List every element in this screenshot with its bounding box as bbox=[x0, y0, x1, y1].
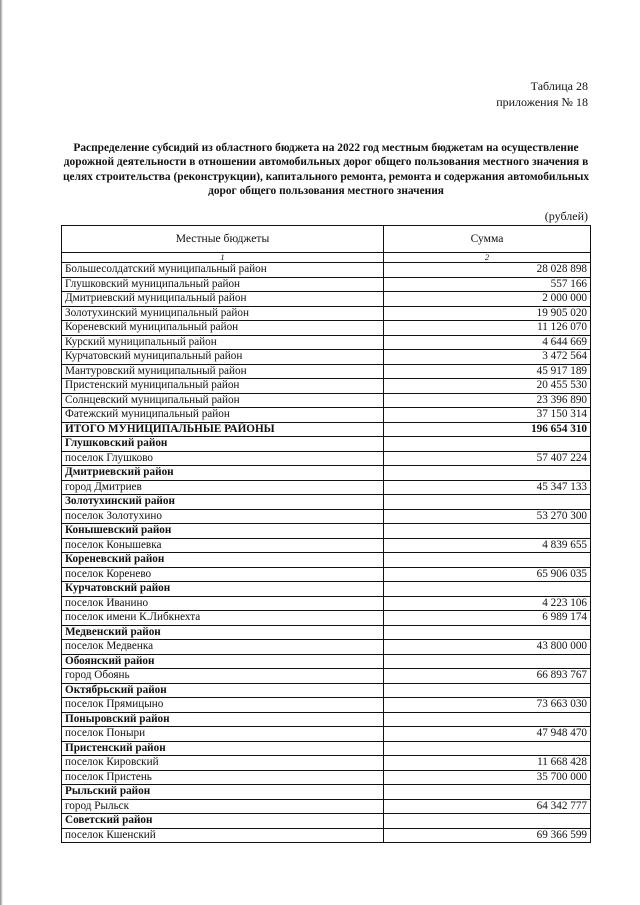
budget-name-cell: поселок Поныри bbox=[62, 727, 384, 742]
budget-sum-cell: 73 663 030 bbox=[384, 698, 591, 713]
budget-sum-cell: 11 668 428 bbox=[384, 756, 591, 771]
district-heading-row bbox=[62, 814, 591, 829]
district-heading-row bbox=[62, 524, 591, 539]
budget-name-cell: Глушковский муниципальный район bbox=[62, 277, 384, 292]
table-row bbox=[62, 611, 591, 626]
budget-name-cell: поселок Иванино bbox=[62, 596, 384, 611]
table-row bbox=[62, 350, 591, 365]
budget-sum-cell: 47 948 470 bbox=[384, 727, 591, 742]
budget-name-cell: Солнцевский муниципальный район bbox=[62, 393, 384, 408]
units-label: (рублей) bbox=[544, 209, 588, 223]
budget-sum-cell: 45 347 133 bbox=[384, 480, 591, 495]
budget-name-cell: город Рыльск bbox=[62, 799, 384, 814]
district-heading-row bbox=[62, 683, 591, 698]
column-index-row bbox=[62, 253, 591, 263]
budget-sum-cell: 23 396 890 bbox=[384, 393, 591, 408]
budget-sum-cell: 43 800 000 bbox=[384, 640, 591, 655]
column-index-1: 1 bbox=[62, 253, 384, 263]
table-row bbox=[62, 538, 591, 553]
district-heading-row bbox=[62, 625, 591, 640]
district-heading-row bbox=[62, 785, 591, 800]
budget-name-cell: Пристенский муниципальный район bbox=[62, 379, 384, 394]
budget-sum-cell: 37 150 314 bbox=[384, 408, 591, 423]
budget-sum-cell: 69 366 599 bbox=[384, 828, 591, 843]
budget-name-cell: Конышевский район bbox=[62, 524, 384, 539]
budget-name-cell: город Обоянь bbox=[62, 669, 384, 684]
budget-sum-cell bbox=[384, 625, 591, 640]
table-row bbox=[62, 277, 591, 292]
budget-sum-cell: 4 223 106 bbox=[384, 596, 591, 611]
document-title: Распределение субсидий из областного бюджета на 2022 год местным бюджетам на осуществление дорожной деятельности в отношении автомобильных дорог общего пользования местного значения в целях строительства (реконструкции), капитального ремонта, ремонта и содержания автомобильных дорог общего пользования местного значения bbox=[62, 142, 590, 198]
budget-sum-cell bbox=[384, 654, 591, 669]
budget-sum-cell: 19 905 020 bbox=[384, 306, 591, 321]
budget-name-cell: Глушковский район bbox=[62, 437, 384, 452]
table-row bbox=[62, 480, 591, 495]
budget-name-cell: Октябрьский район bbox=[62, 683, 384, 698]
district-heading-row bbox=[62, 741, 591, 756]
table-row bbox=[62, 596, 591, 611]
caption-table-number: Таблица 28 bbox=[530, 79, 588, 93]
district-heading-row bbox=[62, 466, 591, 481]
budget-sum-cell bbox=[384, 466, 591, 481]
budget-sum-cell: 45 917 189 bbox=[384, 364, 591, 379]
budget-name-cell: Кореневский район bbox=[62, 553, 384, 568]
table-row bbox=[62, 756, 591, 771]
budget-name-cell: поселок Прямицыно bbox=[62, 698, 384, 713]
column-index-2: 2 bbox=[384, 253, 591, 263]
budget-sum-cell bbox=[384, 785, 591, 800]
table-row bbox=[62, 509, 591, 524]
caption-appendix-number: приложения № 18 bbox=[496, 95, 588, 109]
scan-edge-shadow bbox=[0, 0, 3, 905]
budget-name-cell: Рыльский район bbox=[62, 785, 384, 800]
budget-name-cell: город Дмитриев bbox=[62, 480, 384, 495]
budget-sum-cell: 64 342 777 bbox=[384, 799, 591, 814]
budget-sum-cell bbox=[384, 582, 591, 597]
budget-name-cell: поселок Кировский bbox=[62, 756, 384, 771]
budget-name-cell: поселок имени К.Либкнехта bbox=[62, 611, 384, 626]
budget-sum-cell bbox=[384, 495, 591, 510]
table-row bbox=[62, 451, 591, 466]
budget-name-cell: Пристенский район bbox=[62, 741, 384, 756]
district-heading-row bbox=[62, 712, 591, 727]
budget-sum-cell bbox=[384, 712, 591, 727]
table-row bbox=[62, 306, 591, 321]
budget-name-cell: Медвенский район bbox=[62, 625, 384, 640]
budget-sum-cell: 65 906 035 bbox=[384, 567, 591, 582]
budget-sum-cell bbox=[384, 814, 591, 829]
column-header-sum: Сумма bbox=[384, 226, 591, 253]
budget-sum-cell: 20 455 530 bbox=[384, 379, 591, 394]
district-heading-row bbox=[62, 437, 591, 452]
budget-sum-cell: 53 270 300 bbox=[384, 509, 591, 524]
table-row bbox=[62, 408, 591, 423]
budget-name-cell: поселок Кшенский bbox=[62, 828, 384, 843]
district-heading-row bbox=[62, 495, 591, 510]
budget-name-cell: Большесолдатский муниципальный район bbox=[62, 263, 384, 278]
budget-name-cell: ИТОГО МУНИЦИПАЛЬНЫЕ РАЙОНЫ bbox=[62, 422, 384, 437]
budget-sum-cell bbox=[384, 683, 591, 698]
table-row bbox=[62, 292, 591, 307]
table-row bbox=[62, 393, 591, 408]
budget-name-cell: Кореневский муниципальный район bbox=[62, 321, 384, 336]
budget-sum-cell: 3 472 564 bbox=[384, 350, 591, 365]
table-row bbox=[62, 698, 591, 713]
budget-name-cell: Мантуровский муниципальный район bbox=[62, 364, 384, 379]
budget-sum-cell bbox=[384, 741, 591, 756]
budget-name-cell: Обоянский район bbox=[62, 654, 384, 669]
district-heading-row bbox=[62, 582, 591, 597]
budget-name-cell: Курский муниципальный район bbox=[62, 335, 384, 350]
budget-name-cell: Курчатовский район bbox=[62, 582, 384, 597]
column-header-budgets: Местные бюджеты bbox=[62, 226, 384, 253]
budget-name-cell: поселок Конышевка bbox=[62, 538, 384, 553]
budget-sum-cell bbox=[384, 553, 591, 568]
budget-name-cell: поселок Золотухино bbox=[62, 509, 384, 524]
budget-name-cell: Дмитриевский район bbox=[62, 466, 384, 481]
budget-sum-cell: 557 166 bbox=[384, 277, 591, 292]
table-caption bbox=[496, 78, 588, 110]
budget-sum-cell: 6 989 174 bbox=[384, 611, 591, 626]
budget-name-cell: поселок Коренево bbox=[62, 567, 384, 582]
table-body bbox=[62, 263, 591, 843]
district-heading-row bbox=[62, 654, 591, 669]
budget-sum-cell: 196 654 310 bbox=[384, 422, 591, 437]
budget-sum-cell: 11 126 070 bbox=[384, 321, 591, 336]
table-header-row bbox=[62, 226, 591, 253]
table-row bbox=[62, 640, 591, 655]
budget-name-cell: поселок Медвенка bbox=[62, 640, 384, 655]
budget-name-cell: Фатежский муниципальный район bbox=[62, 408, 384, 423]
total-row bbox=[62, 422, 591, 437]
budget-name-cell: Золотухинский муниципальный район bbox=[62, 306, 384, 321]
table-row bbox=[62, 335, 591, 350]
district-heading-row bbox=[62, 553, 591, 568]
table-row bbox=[62, 567, 591, 582]
table-row bbox=[62, 669, 591, 684]
table-row bbox=[62, 321, 591, 336]
table-row bbox=[62, 727, 591, 742]
budget-sum-cell: 4 839 655 bbox=[384, 538, 591, 553]
budget-sum-cell: 35 700 000 bbox=[384, 770, 591, 785]
budget-sum-cell: 66 893 767 bbox=[384, 669, 591, 684]
budget-sum-cell: 28 028 898 bbox=[384, 263, 591, 278]
budget-name-cell: Советский район bbox=[62, 814, 384, 829]
subsidy-table bbox=[61, 225, 591, 843]
table-row bbox=[62, 770, 591, 785]
budget-name-cell: поселок Глушково bbox=[62, 451, 384, 466]
budget-sum-cell: 4 644 669 bbox=[384, 335, 591, 350]
table-row bbox=[62, 263, 591, 278]
budget-name-cell: поселок Пристень bbox=[62, 770, 384, 785]
budget-name-cell: Курчатовский муниципальный район bbox=[62, 350, 384, 365]
budget-name-cell: Поныровский район bbox=[62, 712, 384, 727]
table-row bbox=[62, 364, 591, 379]
budget-sum-cell: 2 000 000 bbox=[384, 292, 591, 307]
budget-name-cell: Золотухинский район bbox=[62, 495, 384, 510]
table-row bbox=[62, 799, 591, 814]
budget-sum-cell bbox=[384, 524, 591, 539]
budget-sum-cell: 57 407 224 bbox=[384, 451, 591, 466]
table-row bbox=[62, 828, 591, 843]
budget-sum-cell bbox=[384, 437, 591, 452]
budget-name-cell: Дмитриевский муниципальный район bbox=[62, 292, 384, 307]
table-row bbox=[62, 379, 591, 394]
